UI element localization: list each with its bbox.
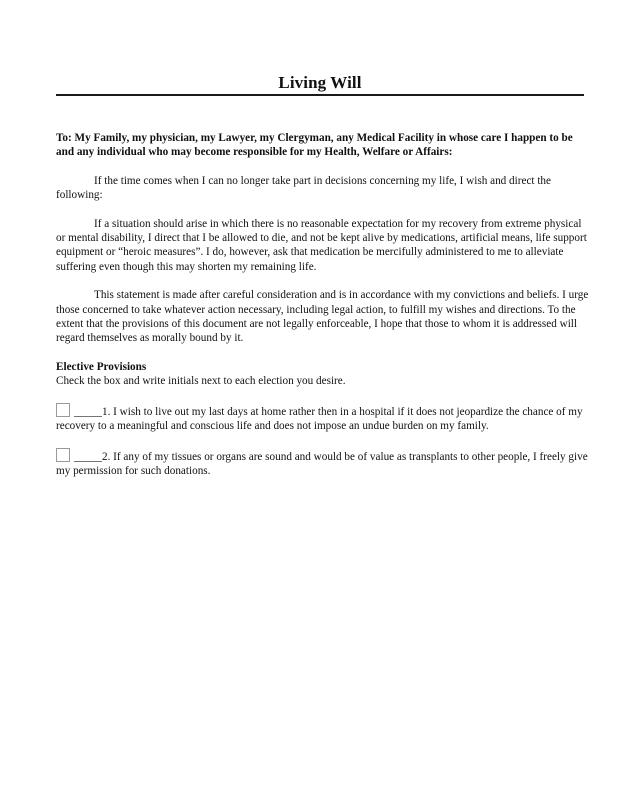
document-title: Living Will	[278, 73, 362, 92]
provision-2-checkbox[interactable]	[56, 448, 70, 462]
elective-instruction: Check the box and write initials next to each election you desire.	[56, 375, 346, 388]
paragraph-statement: This statement is made after careful consideration and is in accordance with my convictions and beliefs. I urge those concerned to take whatever action necessary, including legal action, to fulfill my wishes and directions. To the extent that the provisions of this document are not legally enforceable, I hope that those to whom it is addressed will regard themselves as morally bound by it.	[56, 289, 589, 345]
elective-provisions-heading: Elective Provisions	[56, 360, 147, 373]
provision-1-checkbox[interactable]	[56, 403, 70, 417]
provision-1-initials-field[interactable]: _____	[74, 405, 102, 418]
provision-2-initials-field[interactable]: _____	[74, 450, 102, 463]
provision-1-text: 1. I wish to live out my last days at home rather then in a hospital if it does not jeopardize the chance of my recovery to a meaningful and conscious life and does not impose an undue burden on my family.	[56, 405, 583, 433]
paragraph-intro: If the time comes when I can no longer take part in decisions concerning my life, I wish and direct the following:	[56, 174, 551, 202]
paragraph-directive: If a situation should arise in which there is no reasonable expectation for my recovery from extreme physical or mental disability, I direct that I be allowed to die, and not be kept alive by medications, artificial means, life support equipment or “heroic measures”. I do, however, ask that medication be mercifully administered to me to alleviate suffering even though this may shorten my remaining life.	[56, 217, 587, 273]
provision-1	[56, 403, 590, 434]
title-rule	[56, 94, 584, 96]
provision-2-text: 2. If any of my tissues or organs are sound and would be of value as transplants to other people, I freely give my permission for such donations.	[56, 450, 588, 477]
document-body	[56, 131, 590, 492]
provision-2	[56, 448, 590, 479]
addressee-line: To: My Family, my physician, my Lawyer, my Clergyman, any Medical Facility in whose care I happen to be and any individual who may become responsible for my Health, Welfare or Affairs:	[56, 132, 573, 159]
